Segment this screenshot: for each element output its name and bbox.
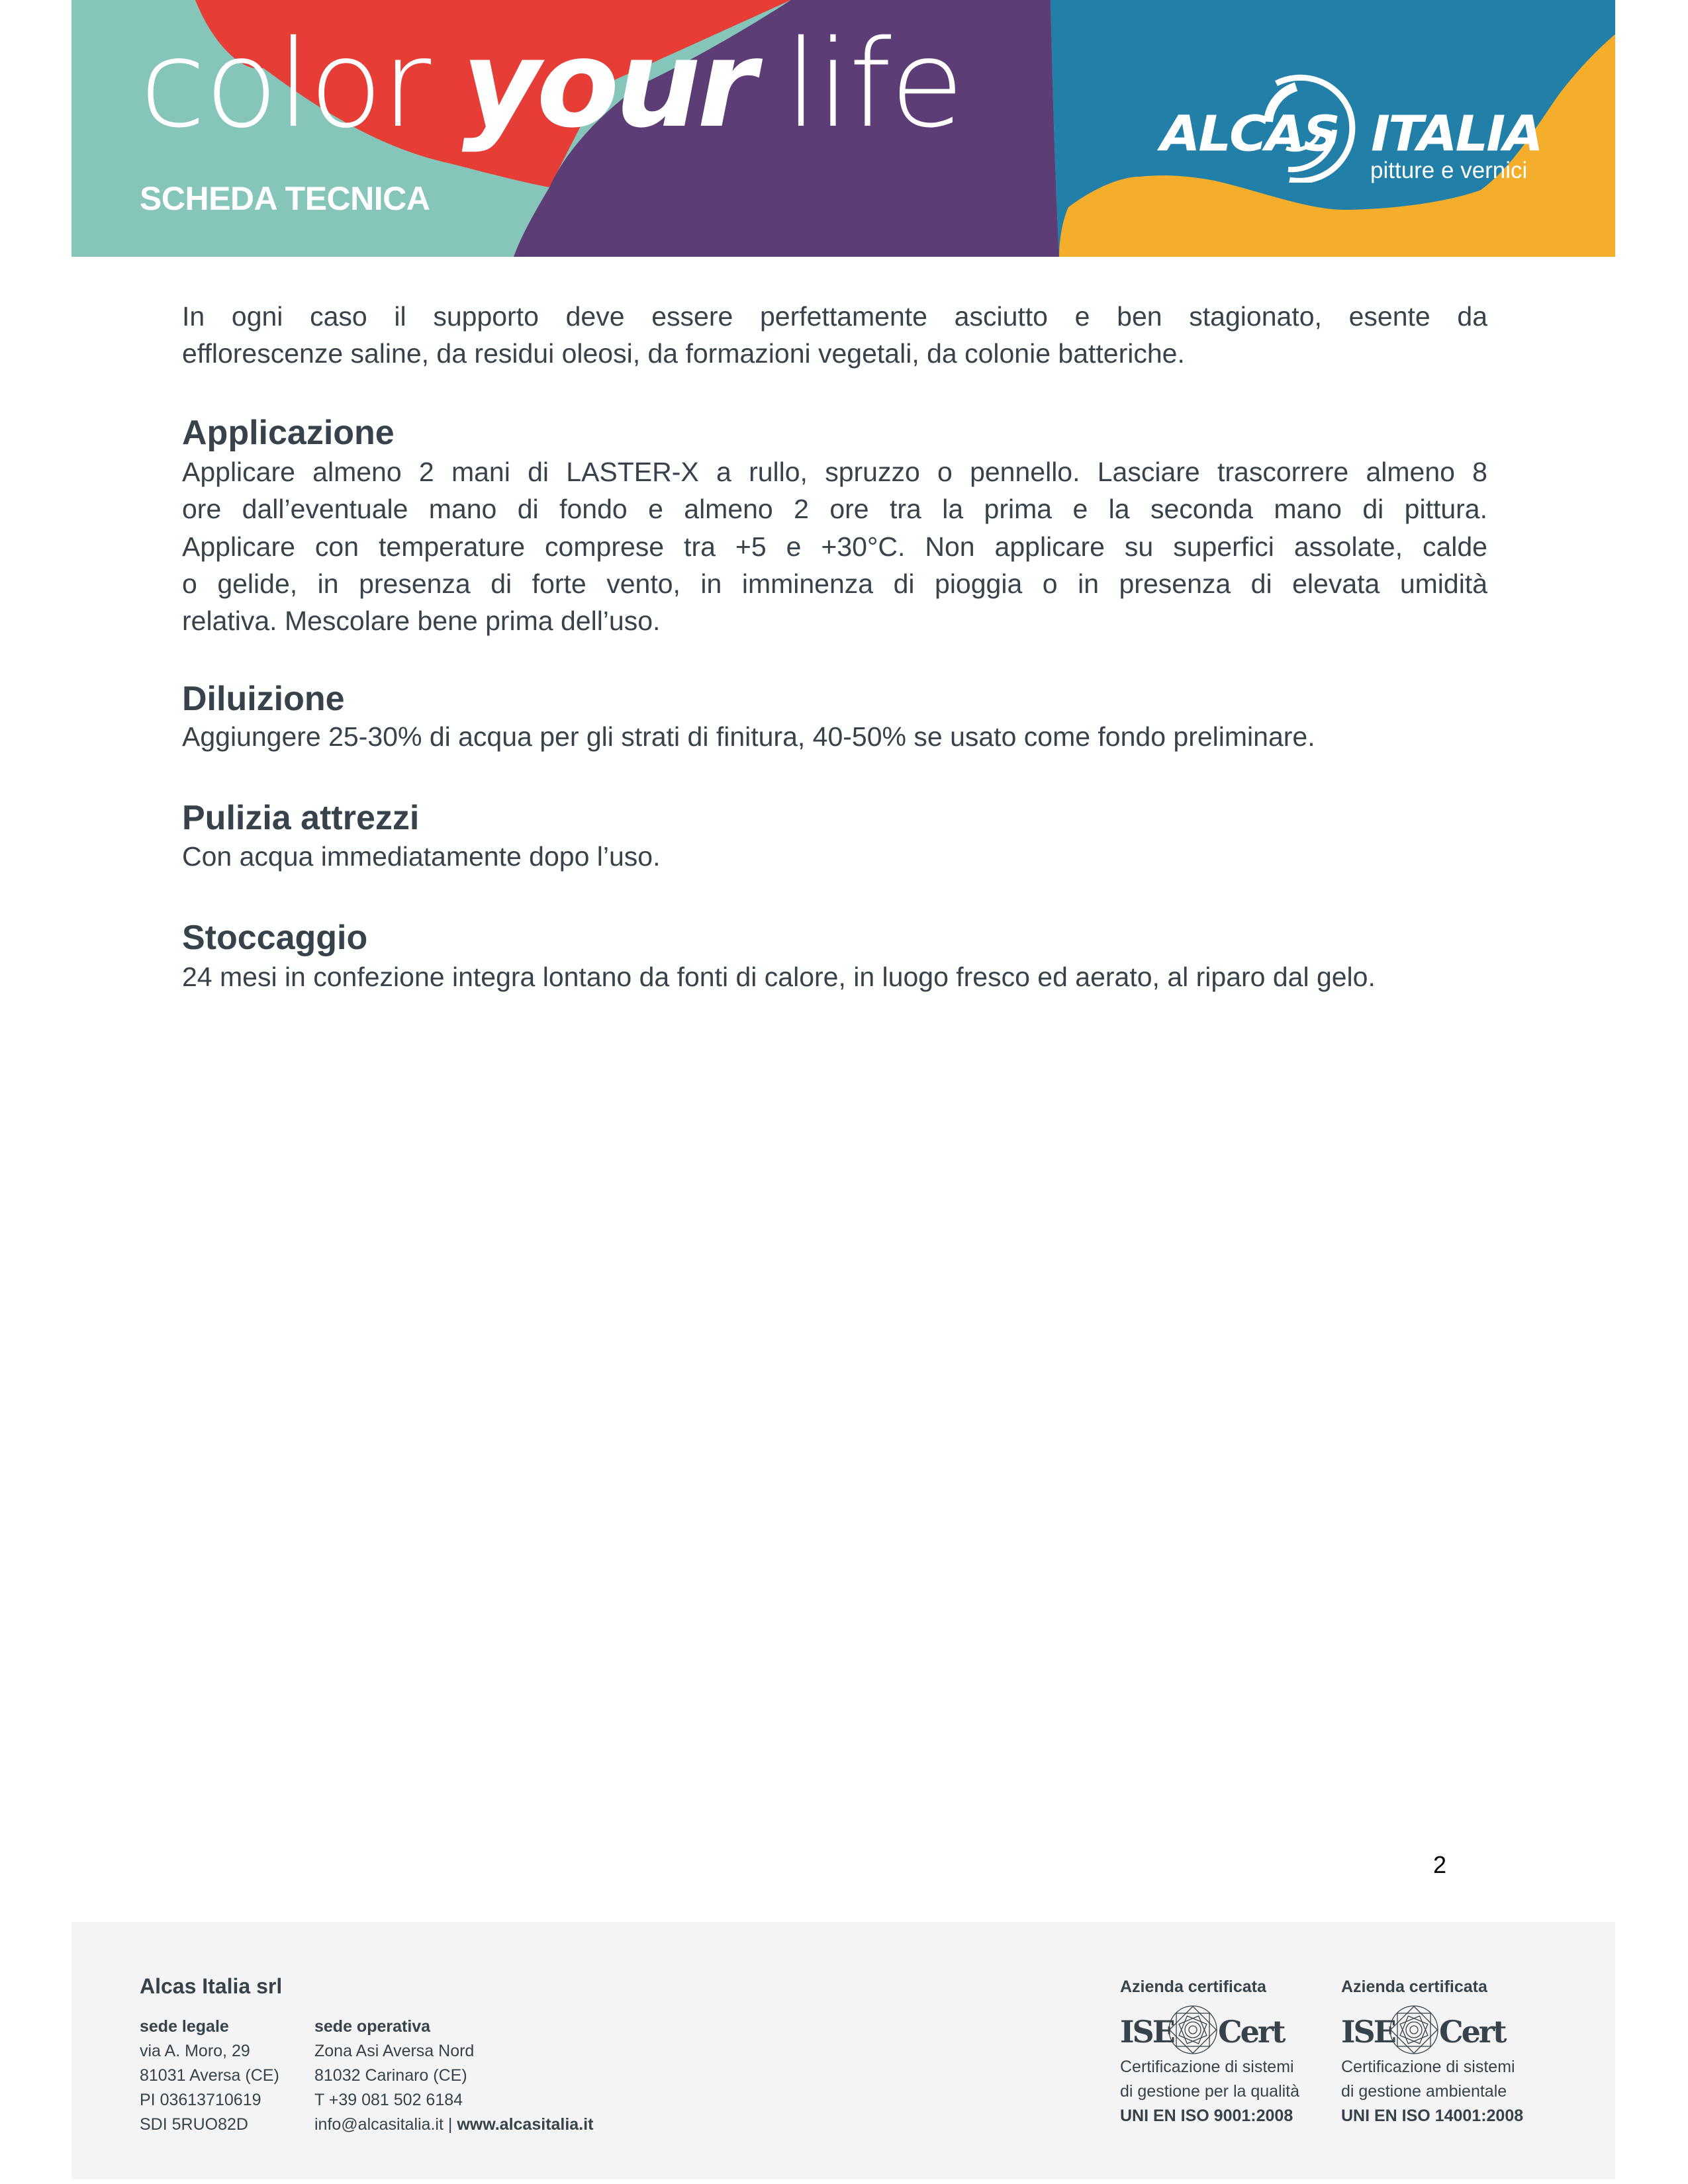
page-number: 2 — [1433, 1851, 1447, 1878]
operative-address-title: sede operativa — [314, 2017, 431, 2036]
legal-address-line: 81031 Aversa (CE) — [140, 2066, 279, 2085]
legal-address-line: via A. Moro, 29 — [140, 2042, 250, 2060]
legal-address-title: sede legale — [140, 2017, 229, 2036]
isecert-logo — [1120, 2005, 1292, 2055]
slogan-life: life — [784, 14, 963, 154]
section-line: Con acqua immediatamente dopo l’uso. — [182, 841, 661, 872]
document-type-title: SCHEDA TECNICA — [140, 180, 430, 217]
isecert-emblem-icon — [1168, 2005, 1218, 2055]
section-line: Aggiungere 25-30% di acqua per gli strati di finitura, 40-50% se usato come fondo preliminare. — [182, 721, 1315, 752]
section-line: ore dall’eventuale mano di fondo e almeno 2 ore tra la prima e la seconda mano di pittura. — [182, 494, 1487, 524]
certification-description: Certificazione di sistemi — [1120, 2058, 1294, 2076]
separator: | — [447, 2115, 453, 2134]
footer-company-name: Alcas Italia srl — [140, 1974, 283, 1998]
section-line: relativa. Mescolare bene prima dell’uso. — [182, 606, 661, 636]
contact-line — [314, 2113, 593, 2137]
slogan-color: color — [140, 14, 430, 154]
section-heading-diluizione: Diluizione — [182, 680, 345, 718]
footer — [71, 1922, 1615, 2179]
operative-address-line: Zona Asi Aversa Nord — [314, 2042, 475, 2060]
certification-description: Certificazione di sistemi — [1341, 2058, 1515, 2076]
certification-standard: UNI EN ISO 14001:2008 — [1341, 2107, 1524, 2125]
vat-number: PI 03613710619 — [140, 2091, 261, 2109]
certification-standard: UNI EN ISO 9001:2008 — [1120, 2107, 1293, 2125]
isecert-logo — [1341, 2005, 1513, 2055]
certification-heading: Azienda certificata — [1341, 1978, 1487, 1996]
certification-environmental — [1341, 1979, 1553, 2128]
slogan — [140, 14, 963, 154]
email-link[interactable]: info@alcasitalia.it — [314, 2115, 444, 2134]
section-heading-stoccaggio: Stoccaggio — [182, 919, 368, 957]
section-heading-applicazione: Applicazione — [182, 414, 395, 452]
isecert-logo-cert: Cert — [1439, 2014, 1505, 2050]
logo-alcas-text: ALCAS — [1160, 106, 1338, 163]
logo-tagline: pitture e vernici — [1370, 158, 1528, 183]
intro-line: In ogni caso il supporto deve essere perfettamente asciutto e ben stagionato, esente da — [182, 301, 1487, 332]
header-banner — [71, 0, 1615, 257]
slogan-your: your — [461, 14, 753, 154]
intro-line: efflorescenze saline, da residui oleosi, da formazioni vegetali, da colonie batteriche. — [182, 338, 1185, 369]
section-line: Applicare almeno 2 mani di LASTER-X a rullo, spruzzo o pennello. Lasciare trascorrere almeno 8 — [182, 457, 1487, 487]
phone-number: T +39 081 502 6184 — [314, 2091, 463, 2109]
isecert-emblem-icon — [1389, 2005, 1439, 2055]
certification-quality — [1120, 1979, 1332, 2128]
operative-address-line: 81032 Carinaro (CE) — [314, 2066, 467, 2085]
section-line: o gelide, in presenza di forte vento, in imminenza di pioggia o in presenza di elevata umidità — [182, 569, 1487, 599]
logo-italia-text: ITALIA — [1371, 106, 1542, 163]
website-link[interactable]: www.alcasitalia.it — [457, 2115, 594, 2134]
certification-description: di gestione per la qualità — [1120, 2082, 1300, 2101]
isecert-logo-cert: Cert — [1218, 2014, 1284, 2050]
certification-heading: Azienda certificata — [1120, 1978, 1266, 1996]
section-line: 24 mesi in confezione integra lontano da fonti di calore, in luogo fresco ed aerato, al riparo dal gelo. — [182, 962, 1376, 992]
footer-legal-address — [140, 2015, 279, 2137]
footer-operative-address — [314, 2015, 593, 2137]
certification-description: di gestione ambientale — [1341, 2082, 1507, 2101]
isecert-logo-ise: ISE — [1341, 2014, 1395, 2050]
sdi-code: SDI 5RUO82D — [140, 2115, 248, 2134]
section-line: Applicare con temperature comprese tra +5 e +30°C. Non applicare su superfici assolate, calde — [182, 531, 1487, 562]
section-heading-pulizia-attrezzi: Pulizia attrezzi — [182, 799, 420, 837]
isecert-logo-ise: ISE — [1120, 2014, 1174, 2050]
